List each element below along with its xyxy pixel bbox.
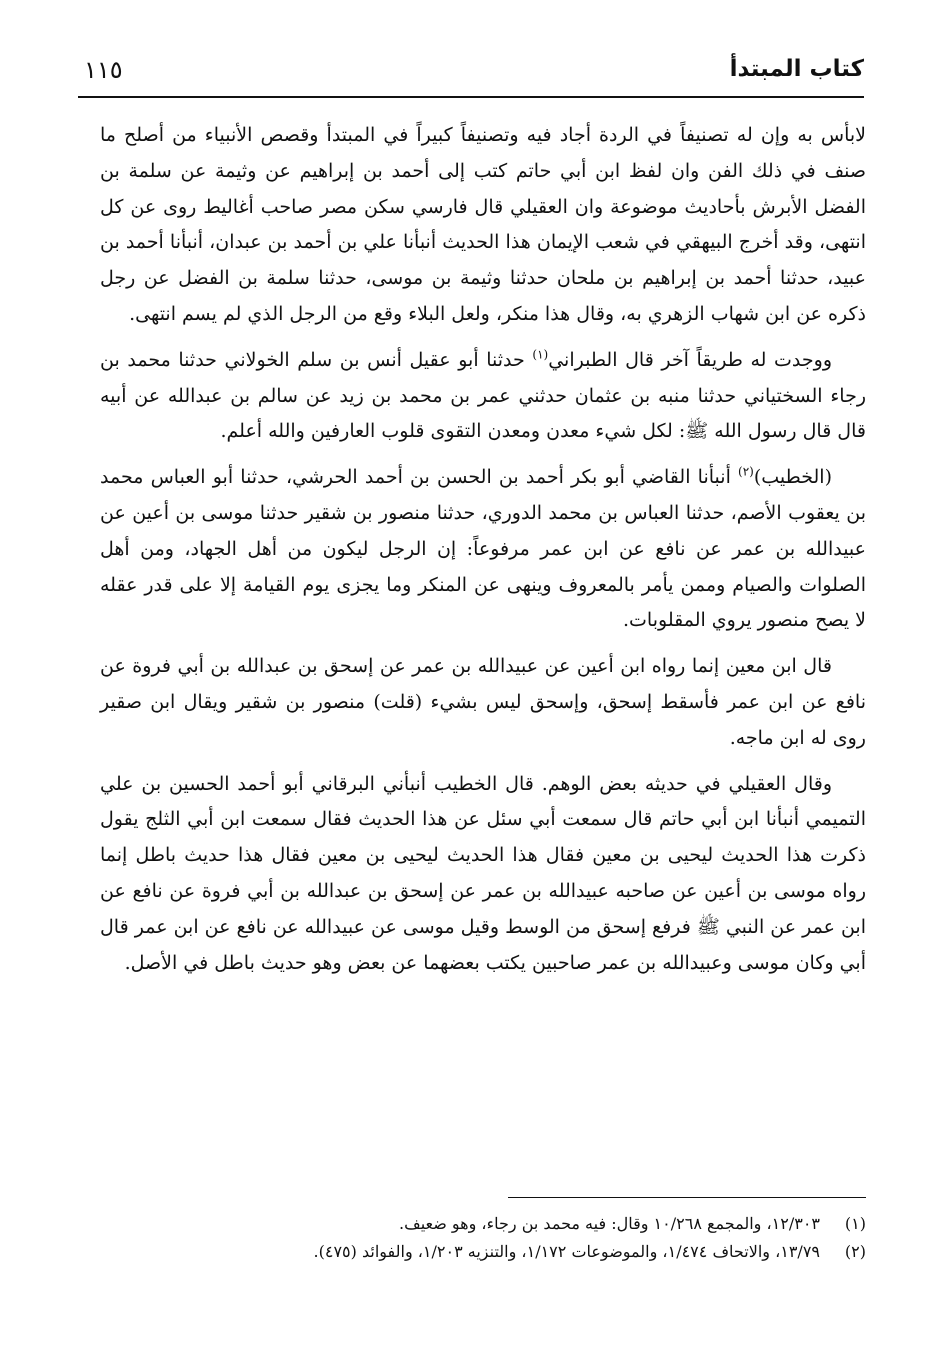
- footnote-ref-1[interactable]: (١): [532, 347, 549, 362]
- footnote-number: (١): [844, 1214, 866, 1233]
- paragraph-2-rest: حدثنا أبو عقيل أنس بن سلم الخولاني حدثنا محمد بن رجاء السختياني حدثنا منبه بن عثمان حدثني عمر بن محمد بن زيد عن سالم بن عبدالله عن أبيه قال قال رسول الله ﷺ: لكل شيء معدن ومعدن التقوى قلوب العارفين والله أعلم.: [100, 348, 866, 443]
- footnote-number: (٢): [844, 1242, 866, 1261]
- page-header: [78, 50, 864, 98]
- footnote-divider: [508, 1197, 866, 1198]
- footnotes: [100, 1210, 866, 1266]
- paragraph-3-lead: (الخطيب): [753, 466, 832, 489]
- footnote-ref-2[interactable]: (٢): [738, 464, 754, 479]
- running-title: كتاب المبتدأ: [729, 56, 864, 82]
- paragraph-3: [100, 460, 866, 639]
- paragraph-4: قال ابن معين إنما رواه ابن أعين عن عبيدالله بن عمر عن إسحق بن عبدالله بن أبي فروة عن نافع عن ابن عمر فأسقط إسحق، وإسحق ليس بشيء (قلت) منصور بن شقير ويقال ابن صقير روى له ابن ماجه.: [100, 655, 866, 749]
- paragraph-2-lead: ووجدت له طريقاً آخر قال الطبراني: [548, 348, 832, 371]
- footnote-text: ١٢/٣٠٣، والمجمع ١٠/٢٦٨ وقال: فيه محمد بن رجاء، وهو ضعيف.: [399, 1214, 820, 1233]
- footnote-2: [100, 1238, 866, 1266]
- paragraph-3-rest: أنبأنا القاضي أبو بكر أحمد بن الحسن بن أحمد الحرشي، حدثنا أبو العباس محمد بن يعقوب الأصم، حدثنا العباس بن محمد الدوري، حدثنا منصور بن شقير حدثنا موسى بن أعين عن عبيدالله بن عمر عن نافع عن ابن عمر مرفوعاً: إن الرجل ليكون من أهل الجهاد، ومن أهل الصلوات والصيام وممن يأمر بالمعروف وينهى عن المنكر وما يجزى يوم القيامة إلا على قدر عقله لا يصح منصور يروي المقلوبات.: [100, 466, 866, 632]
- paragraph-1: لابأس به وإن له تصنيفاً في الردة أجاد فيه وتصنيفاً كبيراً في المبتدأ وقصص الأنبياء من أصلح ما صنف في ذلك الفن وان لفظ ابن أبي حاتم كتب إلى أحمد بن إبراهيم عن وثيمة عن سلمة بن الفضل الأبرش بأحاديث موضوعة وان العقيلي قال فارسي سكن مصر صاحب أغاليط روى عن كل انتهى، وقد أخرج البيهقي في شعب الإيمان هذا الحديث أنبأنا علي بن أحمد بن عبدان، أنبأنا أحمد بن عبيد، حدثنا أحمد بن إبراهيم بن ملحان حدثنا وثيمة بن موسى، حدثنا سلمة بن الفضل عن رجل ذكره عن ابن شهاب الزهري به، وقال هذا منكر، ولعل البلاء وقع من الرجل الذي لم يسم انتهى.: [100, 124, 866, 325]
- footnote-text: ١٣/٧٩، والاتحاف ١/٤٧٤، والموضوعات ١/١٧٢، والتنزيه ١/٢٠٣، والفوائد (٤٧٥).: [313, 1242, 820, 1261]
- page-number: ١١٥: [84, 56, 123, 84]
- main-text: [100, 118, 866, 991]
- footnote-1: [100, 1210, 866, 1238]
- paragraph-5: وقال العقيلي في حديثه بعض الوهم. قال الخطيب أنبأني البرقاني أبو أحمد الحسين بن علي التميمي أنبأنا ابن أبي حاتم قال سمعت أبي سئل عن هذا الحديث فقال سمعت ابن أبي الثلج يقول ذكرت هذا الحديث ليحيى بن معين فقال هذا الحديث ليحيى بن معين فقال هذا حديث باطل إنما رواه موسى بن أعين عن صاحبه عبيدالله بن عمر عن إسحق بن عبدالله بن أبي فروة عن نافع عن ابن عمر عن النبي ﷺ فرفع إسحق من الوسط وقيل موسى عن عبيدالله عن نافع عن ابن عمر قال أبي وكان موسى وعبيدالله بن عمر صاحبين يكتب بعضهما عن بعض وهو حديث باطل في الأصل.: [100, 772, 866, 974]
- paragraph-2: [100, 343, 866, 450]
